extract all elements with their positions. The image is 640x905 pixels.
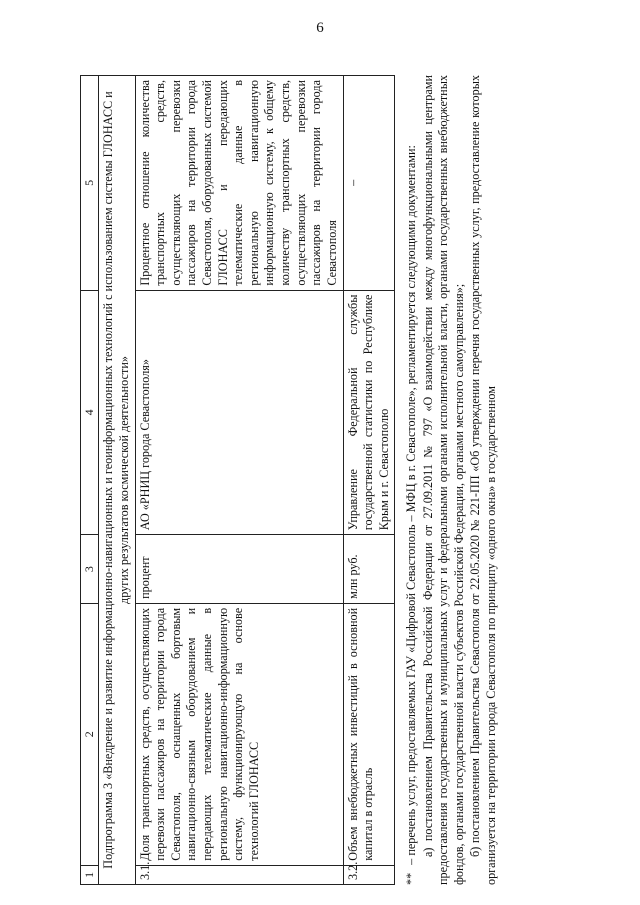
indicator-cell: Объем внебюджетных инвестиций в основной капитал в отрасль (343, 603, 395, 865)
page-number: 6 (316, 20, 324, 36)
subprogram-title: Подпрограмма 3 «Внедрение и развитие информационно-навигационных и геоинформационных технологий с использованием системы ГЛОНАСС и других результатов космической деятельности» (99, 76, 135, 885)
row-number: 3.1. (135, 865, 343, 884)
column-header: 2 (81, 603, 99, 865)
table-row (343, 76, 395, 885)
subprogram-row (99, 76, 135, 885)
footnote-marker: ** (404, 872, 418, 885)
footnote-intro-text: – перечень услуг, предоставляемых ГАУ «Цифровой Севастополь – МФЦ в г. Севастополе», регламентируется следующими документами: (404, 145, 418, 865)
table-row (135, 76, 343, 885)
table-header-row (81, 76, 99, 885)
source-cell: АО «РНИЦ города Севастополя» (135, 290, 343, 535)
method-cell: Процентное отношение количества транспортных средств, осуществляющих перевозки пассажиров на территории города Севастополя, оборудованных системой ГЛОНАСС и передающих телематические данные в региональную навигационную информационную систему, к общему количеству транспортных средств, осуществляющих перевозки пассажиров на территории города Севастополя (135, 76, 343, 291)
column-header: 5 (81, 76, 99, 291)
footnote-intro (404, 75, 420, 885)
footnote-item-a: а) постановлением Правительства Российской Федерации от 27.09.2011 № 797 «О взаимодействии между многофункциональными центрами предоставления государственных и муниципальных услуг и федеральными органами исполнительной власти, органами государственных внебюджетных фондов, органами государственной власти субъектов Российской Федерации, органами местного самоуправления»; (420, 75, 466, 885)
unit-cell: процент (135, 535, 343, 604)
indicators-table (80, 75, 395, 885)
unit-cell: млн руб. (343, 535, 395, 604)
footnotes (404, 75, 501, 885)
column-header: 1 (81, 865, 99, 884)
method-cell: – (343, 76, 395, 291)
column-header: 4 (81, 290, 99, 535)
footnote-item-b: б) постановлением Правительства Севастополя от 22.05.2020 № 221-ПП «Об утверждении перечня государственных услуг, предоставление которых организуется на территории города Севастополя по принципу «одного окна» в государственном (468, 75, 499, 885)
rotated-content (80, 45, 600, 885)
indicator-cell: Доля транспортных средств, осуществляющих перевозки пассажиров на территории города Севастополя, оснащенных бортовым навигационно-связным оборудованием и передающих телематические данные в региональную навигационно-информационную систему, функционирующую на основе технологий ГЛОНАСС (135, 603, 343, 865)
row-number: 3.2. (343, 865, 395, 884)
source-cell: Управление Федеральной службы государственной статистики по Республике Крым и г. Севастополю (343, 290, 395, 535)
column-header: 3 (81, 535, 99, 604)
